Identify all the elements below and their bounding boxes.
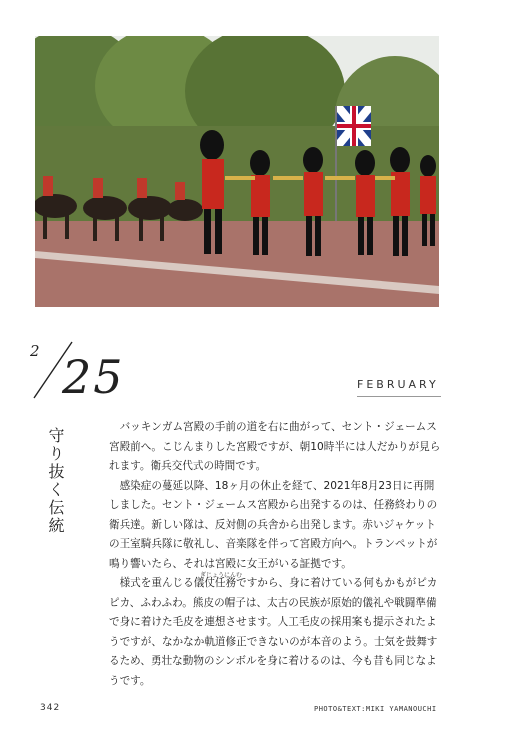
paragraph-1: バッキンガム宮殿の手前の道を右に曲がって、セント・ジェームス宮殿前へ。こじんまりした宮殿ですが、朝10時半には人だかりが見られます。衛兵交代式の時間です。 (109, 421, 441, 472)
paragraph-3: 様式を重んじる儀仗任務ですから、身に着けている何もかもがピカピカ、ふわふわ。熊皮の帽子は、太古の民族が原始的儀礼や戦闘準備で身に着けた毛皮を連想させます。人工毛皮の採用案も提示されたようですが、なかなか軌道修正できないのが本音のよう。士気を鼓舞するため、勇壮な動物のシンボルを身に着けるのは、今も昔も同じなようです。 (109, 577, 438, 687)
photo-credit: PHOTO&TEXT:MIKI YAMANOUCHI (314, 705, 437, 713)
article-title: 守り抜く伝統 (46, 427, 65, 535)
month-name: FEBRUARY (357, 378, 439, 391)
ruby-annotation: ぎじょうにんむ (200, 572, 243, 579)
paragraph-2: 感染症の蔓延以降、18ヶ月の休止を経て、2021年8月23日に再開しました。セント・ジェームス宮殿から出発するのは、任務終わりの衛兵達。新しい隊は、反対側の兵舎から出発します。赤いジャケットの王室騎兵隊に敬礼し、音楽隊を伴って宮殿方向へ。トランペットが鳴り響いたら、それは宮殿に女王がいる証拠です。 (109, 479, 438, 570)
page-number: 342 (40, 703, 61, 713)
date-day: 25 (62, 350, 125, 404)
guards-parade-photo (35, 36, 439, 307)
date-month-number: 2 (30, 342, 40, 360)
photo-illustration (35, 36, 439, 307)
article-body (109, 418, 442, 691)
month-rule (357, 396, 441, 397)
